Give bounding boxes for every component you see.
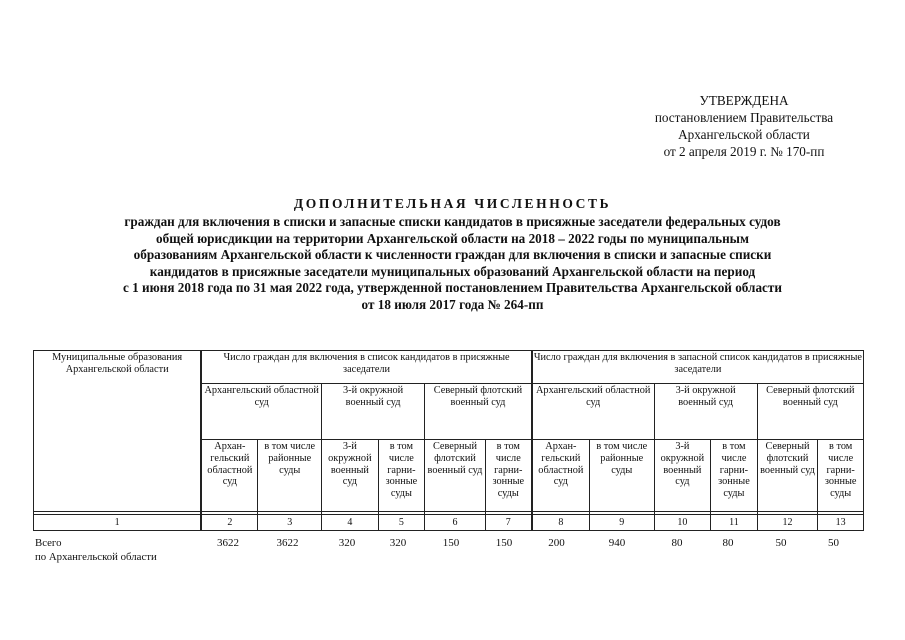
header-reserve-fleet-military-court: Северный флотский военный суд [757, 384, 863, 440]
column-number: 11 [711, 515, 757, 531]
column-number: 10 [654, 515, 711, 531]
quota-table [33, 350, 864, 531]
subtitle-line: общей юрисдикции на территории Архангельской области на 2018 – 2022 годы по муниципальным [156, 230, 749, 246]
subheader-cell: в том числе гарни-зонные суды [485, 440, 532, 512]
header-main-fleet-military-court: Северный флотский военный суд [425, 384, 532, 440]
total-value: 150 [495, 537, 513, 549]
total-value: 80 [722, 537, 734, 549]
column-number: 2 [201, 515, 258, 531]
total-value: 50 [775, 537, 787, 549]
subtitle-line: кандидатов в присяжные заседатели муниципальных образований Архангельской области на период [149, 263, 756, 279]
total-value: 200 [548, 537, 565, 549]
column-number: 12 [757, 515, 818, 531]
subheader-cell: в том числе гарни-зонные суды [378, 440, 424, 512]
header-reserve-regional-court: Архангельский областной суд [532, 384, 654, 440]
column-number: 5 [378, 515, 424, 531]
subheader-cell: 3-й окружной военный суд [654, 440, 711, 512]
subheader-cell: в том числе гарни-зонные суды [818, 440, 864, 512]
total-value: 3622 [276, 537, 299, 549]
subheader-cell: в том числе гарни-зонные суды [711, 440, 757, 512]
subtitle-line: образованиям Архангельской области к численности граждан для включения в списки и запасные списки [133, 247, 772, 263]
column-number: 6 [425, 515, 486, 531]
total-label-line: Всего [35, 537, 62, 549]
subheader-cell: Северный флотский военный суд [425, 440, 486, 512]
header-main-district-military-court: 3-й окружной военный суд [322, 384, 425, 440]
header-municipalities: Муниципальные образования Архангельской области [34, 351, 202, 512]
subheader-cell: Северный флотский военный суд [757, 440, 818, 512]
subheader-cell: в том числе районные суды [589, 440, 654, 512]
total-value: 150 [442, 537, 460, 549]
column-number: 9 [589, 515, 654, 531]
subheader-cell: 3-й окружной военный суд [322, 440, 379, 512]
document-title: ДОПОЛНИТЕЛЬНАЯ ЧИСЛЕННОСТЬ [293, 196, 612, 211]
total-value: 80 [671, 537, 683, 549]
subheader-cell: Архан-гельский областной суд [201, 440, 258, 512]
column-number: 1 [34, 515, 202, 531]
approval-line-4: от 2 апреля 2019 г. № 170-пп [663, 144, 825, 159]
column-number: 7 [485, 515, 532, 531]
subtitle-line: от 18 июля 2017 года № 264-пп [361, 296, 544, 312]
total-row [33, 536, 864, 570]
total-value: 50 [828, 537, 839, 549]
subheader-cell: Архан-гельский областной суд [532, 440, 590, 512]
subtitle-line: граждан для включения в списки и запасные списки кандидатов в присяжные заседатели федеральных судов [124, 214, 781, 229]
subtitle-line: с 1 июня 2018 года по 31 мая 2022 года, утвержденной постановлением Правительства Архангельской области [123, 280, 782, 296]
approval-stamp [604, 92, 884, 160]
header-main-regional-court: Архангельский областной суд [201, 384, 321, 440]
approval-line-3: Архангельской области [678, 127, 810, 142]
total-value: 320 [389, 537, 407, 549]
total-value: 940 [608, 537, 626, 549]
column-number: 3 [258, 515, 322, 531]
approval-line-2: постановлением Правительства [654, 110, 834, 125]
header-reserve-district-military-court: 3-й окружной военный суд [654, 384, 757, 440]
total-label [35, 536, 205, 564]
approval-line-1: УТВЕРЖДЕНА [699, 93, 789, 108]
subheader-cell: в том числе районные суды [258, 440, 322, 512]
total-label-line: по Архангельской области [35, 551, 157, 563]
column-number: 4 [322, 515, 379, 531]
total-value: 320 [338, 537, 356, 549]
header-main-list: Число граждан для включения в список кандидатов в присяжные заседатели [201, 351, 532, 384]
header-reserve-list: Число граждан для включения в запасной список кандидатов в присяжные заседатели [532, 351, 864, 384]
column-number: 13 [818, 515, 864, 531]
total-value: 3622 [217, 537, 239, 549]
document-subtitle [60, 214, 845, 314]
column-number: 8 [532, 515, 590, 531]
